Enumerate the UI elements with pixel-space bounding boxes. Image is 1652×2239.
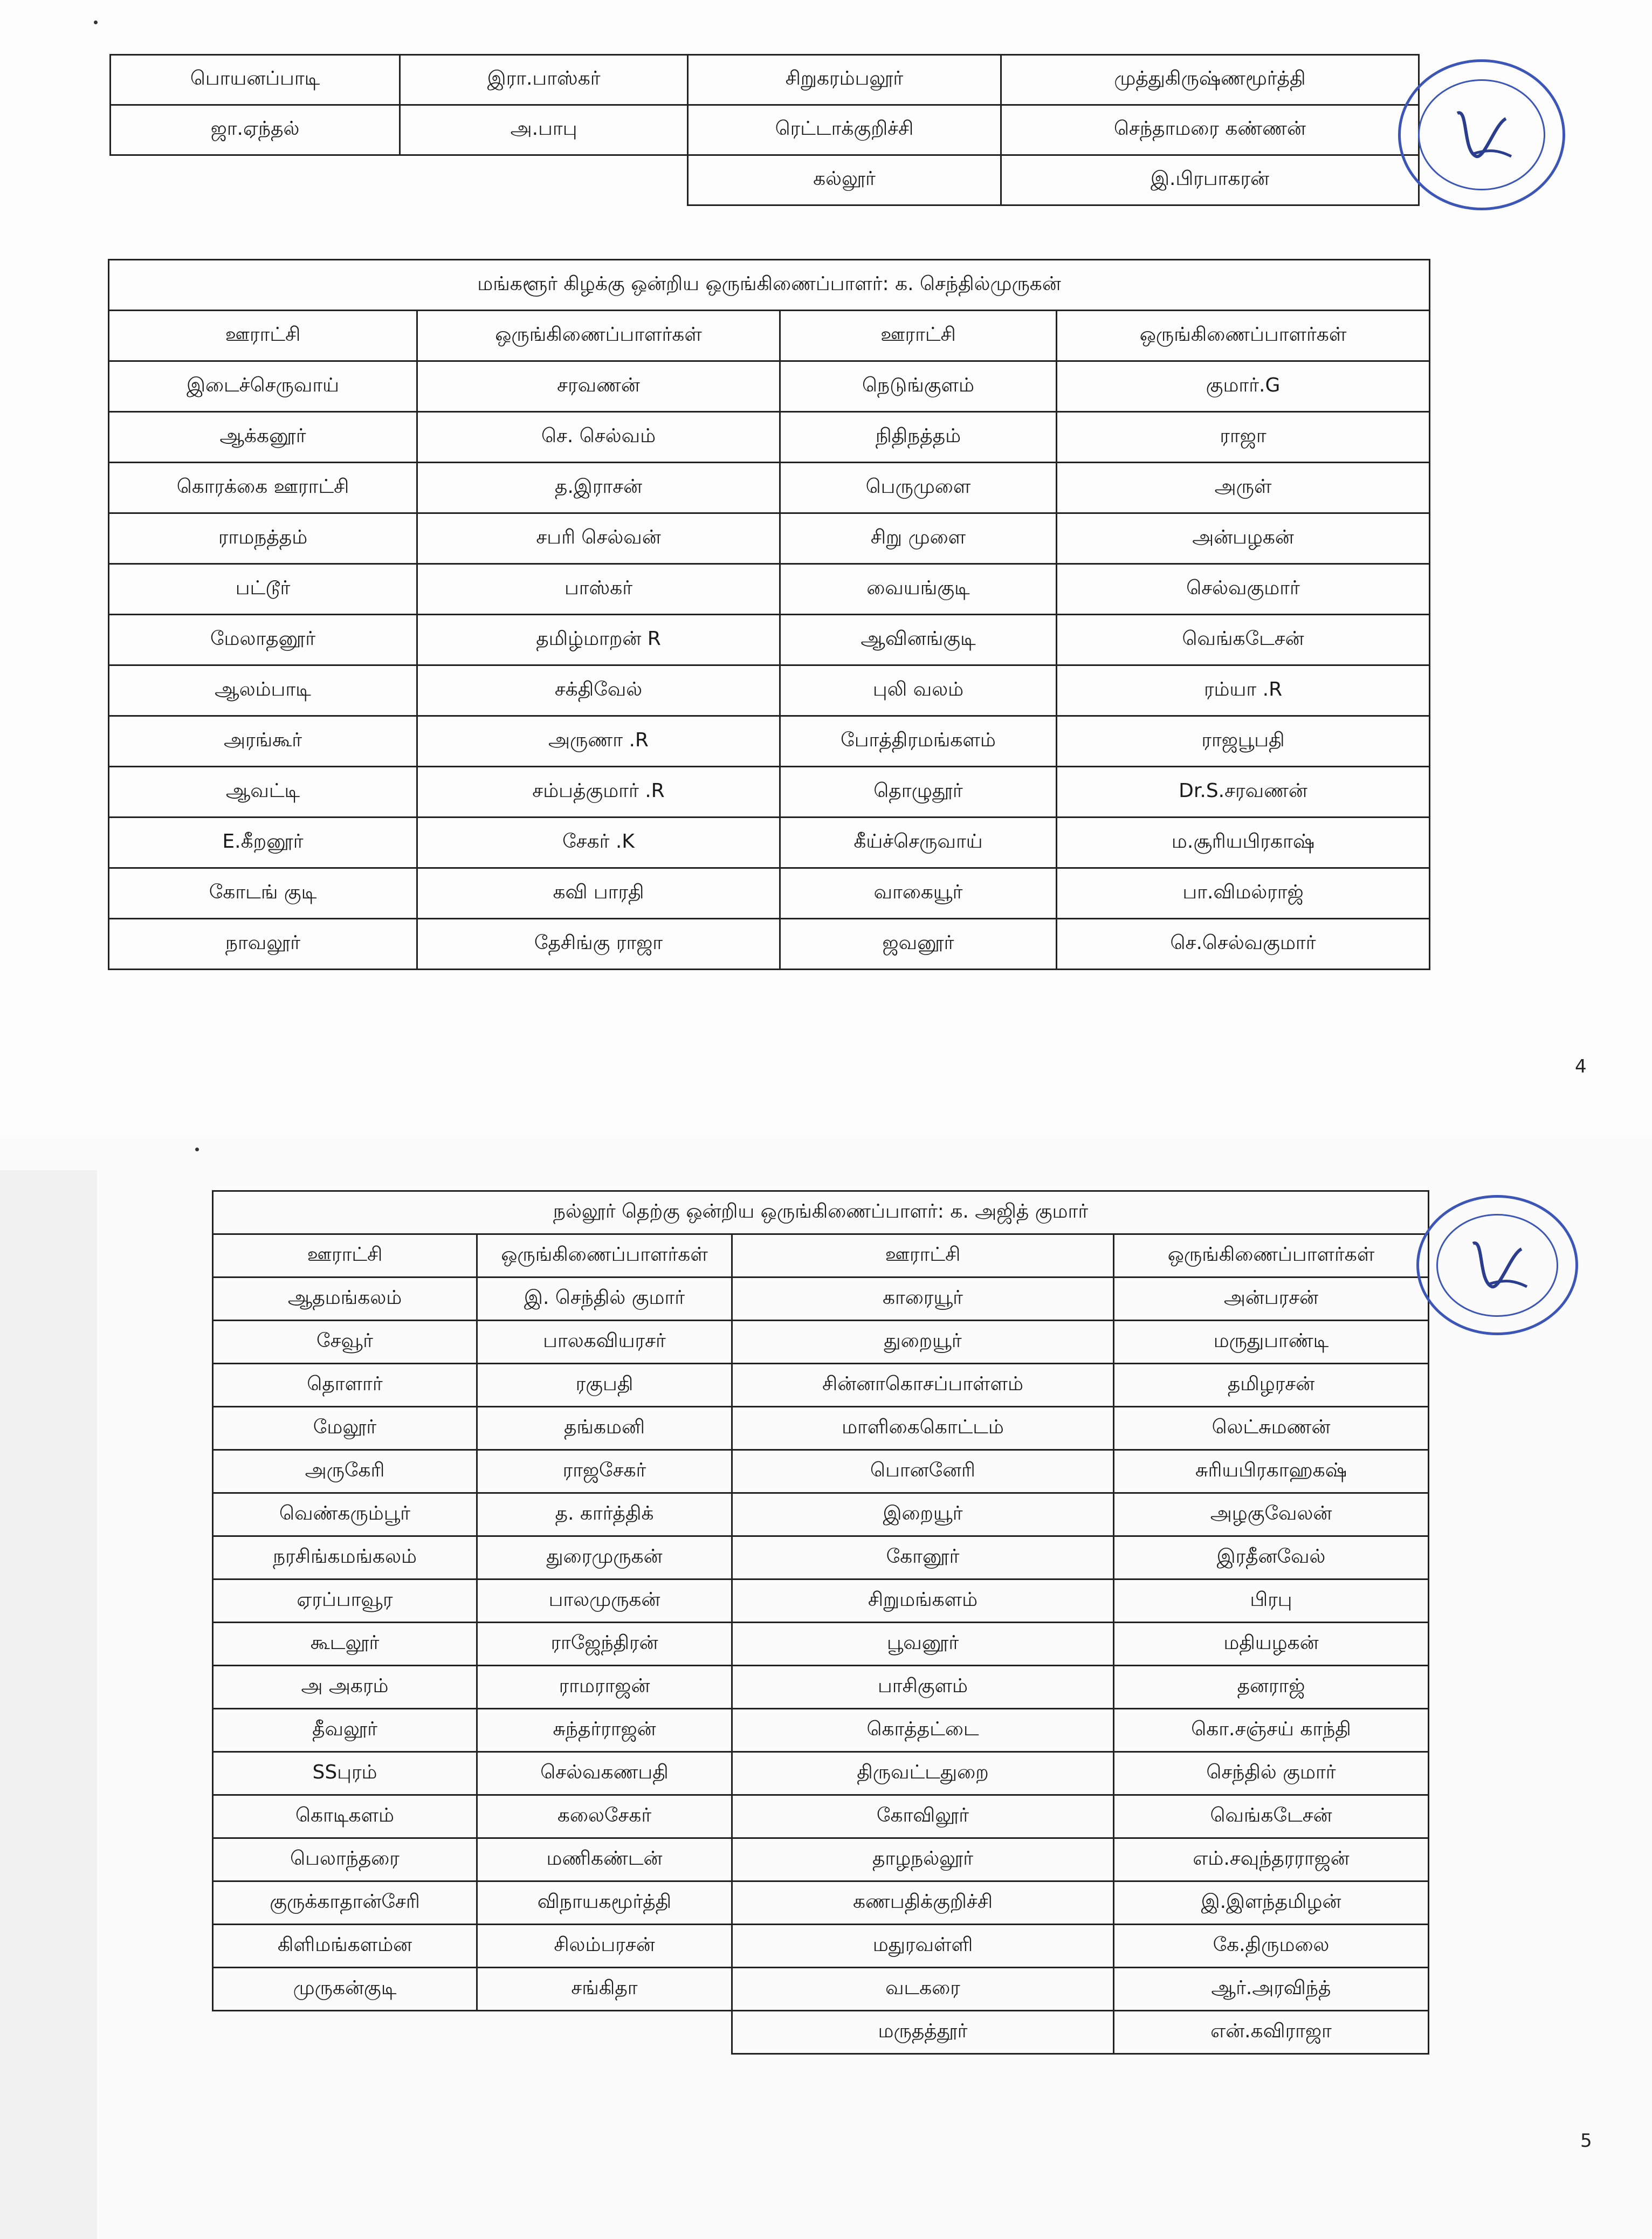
table-row bbox=[109, 463, 1430, 513]
coordinator-cell: ராஜசேகர் bbox=[477, 1450, 732, 1493]
village-cell: சிறுகரம்பலூர் bbox=[687, 55, 1001, 105]
coordinator-cell: Dr.S.சரவணன் bbox=[1057, 767, 1430, 818]
village-cell: வாகையூர் bbox=[780, 868, 1057, 919]
village-cell: ஏரப்பாவூர bbox=[213, 1579, 477, 1623]
coordinator-cell: எம்.சவுந்தரராஜன் bbox=[1114, 1838, 1429, 1881]
coordinator-cell: இ.இளந்தமிழன் bbox=[1114, 1881, 1429, 1925]
table-title: மங்களூர் கிழக்கு ஒன்றிய ஒருங்கிணைப்பாளர்: க. செந்தில்முருகன் bbox=[109, 260, 1430, 311]
village-cell: ஜவனூர் bbox=[780, 919, 1057, 970]
table-row bbox=[213, 1666, 1429, 1709]
coordinator-cell: அழகுவேலன் bbox=[1114, 1493, 1429, 1536]
coordinator-cell: இ.பிரபாகரன் bbox=[1001, 155, 1419, 205]
table-row bbox=[109, 665, 1430, 716]
table-title-row bbox=[213, 1191, 1429, 1234]
village-cell: கிளிமங்களம்ன bbox=[213, 1925, 477, 1968]
coordinator-cell: தமிழ்மாறன் R bbox=[417, 615, 780, 665]
table-row bbox=[109, 513, 1430, 564]
mangalur-east-table bbox=[108, 259, 1430, 970]
coordinator-cell: ராமராஜன் bbox=[477, 1666, 732, 1709]
table-row bbox=[213, 1450, 1429, 1493]
village-cell: பட்டூர் bbox=[109, 564, 417, 615]
coordinator-cell: வெங்கடேசன் bbox=[1057, 615, 1430, 665]
coordinator-cell: பா.விமல்ராஜ் bbox=[1057, 868, 1430, 919]
village-cell: மாளிகைகொட்டம் bbox=[732, 1407, 1114, 1450]
column-header: ஒருங்கிணைப்பாளர்கள் bbox=[417, 311, 780, 361]
coordinator-cell: கலைசேகர் bbox=[477, 1795, 732, 1838]
village-cell: கொரக்கை ஊராட்சி bbox=[109, 463, 417, 513]
village-cell: கணபதிக்குறிச்சி bbox=[732, 1881, 1114, 1925]
scan-shadow bbox=[0, 1170, 97, 2239]
column-header: ஒருங்கிணைப்பாளர்கள் bbox=[1057, 311, 1430, 361]
coordinator-cell: இரா.பாஸ்கர் bbox=[400, 55, 688, 105]
village-cell: இடைச்செருவாய் bbox=[109, 361, 417, 412]
village-cell: கோவிலூர் bbox=[732, 1795, 1114, 1838]
coordinator-cell: தேசிங்கு ராஜா bbox=[417, 919, 780, 970]
coordinator-cell: விநாயகமூர்த்தி bbox=[477, 1881, 732, 1925]
coordinator-cell: ரகுபதி bbox=[477, 1364, 732, 1407]
table-row bbox=[213, 1968, 1429, 2011]
village-cell: திருவட்டதுறை bbox=[732, 1752, 1114, 1795]
village-cell: போத்திரமங்களம் bbox=[780, 716, 1057, 767]
coordinator-cell: ம.சூரியபிரகாஷ் bbox=[1057, 818, 1430, 868]
table-row bbox=[109, 361, 1430, 412]
column-header: ஊராட்சி bbox=[780, 311, 1057, 361]
village-cell: ராமநத்தம் bbox=[109, 513, 417, 564]
coordinator-cell: அருள் bbox=[1057, 463, 1430, 513]
village-cell: அருகேரி bbox=[213, 1450, 477, 1493]
coordinator-cell: அன்பரசன் bbox=[1114, 1278, 1429, 1321]
village-cell: இறையூர் bbox=[732, 1493, 1114, 1536]
village-cell: பூவனூர் bbox=[732, 1623, 1114, 1666]
table-row bbox=[213, 1364, 1429, 1407]
village-cell: தொளார் bbox=[213, 1364, 477, 1407]
village-cell: நிதிநத்தம் bbox=[780, 412, 1057, 463]
village-cell: பொனனேரி bbox=[732, 1450, 1114, 1493]
table-row bbox=[109, 767, 1430, 818]
coordinator-cell: சங்கிதா bbox=[477, 1968, 732, 2011]
coordinator-cell: கவி பாரதி bbox=[417, 868, 780, 919]
village-cell: கோனூர் bbox=[732, 1536, 1114, 1579]
coordinator-cell: சபரி செல்வன் bbox=[417, 513, 780, 564]
table-row bbox=[109, 818, 1430, 868]
column-header: ஒருங்கிணைப்பாளர்கள் bbox=[1114, 1234, 1429, 1278]
coordinator-cell: துரைமுருகன் bbox=[477, 1536, 732, 1579]
table-row bbox=[213, 1321, 1429, 1364]
table-row bbox=[213, 1278, 1429, 1321]
village-cell: கொத்தட்டை bbox=[732, 1709, 1114, 1752]
village-cell: நரசிங்கமங்கலம் bbox=[213, 1536, 477, 1579]
signature-icon bbox=[1462, 1233, 1532, 1297]
coordinator-cell: இரதீனவேல் bbox=[1114, 1536, 1429, 1579]
coordinator-cell: தமிழரசன் bbox=[1114, 1364, 1429, 1407]
table-row bbox=[213, 2011, 1429, 2054]
village-cell: ஆக்கனூர் bbox=[109, 412, 417, 463]
coordinator-cell: தங்கமனி bbox=[477, 1407, 732, 1450]
coordinator-cell: மணிகண்டன் bbox=[477, 1838, 732, 1881]
village-cell: சேவூர் bbox=[213, 1321, 477, 1364]
coordinator-cell: சுரியபிரகாஹகஷ் bbox=[1114, 1450, 1429, 1493]
table-row bbox=[109, 919, 1430, 970]
coordinator-cell: சிலம்பரசன் bbox=[477, 1925, 732, 1968]
village-cell: ஆவினங்குடி bbox=[780, 615, 1057, 665]
village-cell: பொயனப்பாடி bbox=[111, 55, 400, 105]
village-cell: கூடலூர் bbox=[213, 1623, 477, 1666]
village-cell: ஆதமங்கலம் bbox=[213, 1278, 477, 1321]
table-row bbox=[213, 1407, 1429, 1450]
table-row bbox=[213, 1536, 1429, 1579]
signature-icon bbox=[1447, 102, 1517, 167]
village-cell: சிறுமங்களம் bbox=[732, 1579, 1114, 1623]
table-row bbox=[111, 55, 1419, 105]
village-cell: வையங்குடி bbox=[780, 564, 1057, 615]
official-seal-stamp-page5 bbox=[1416, 1195, 1578, 1335]
column-header: ஊராட்சி bbox=[213, 1234, 477, 1278]
table-header-row bbox=[213, 1234, 1429, 1278]
village-cell: கீய்ச்செருவாய் bbox=[780, 818, 1057, 868]
coordinator-cell: ரம்யா .R bbox=[1057, 665, 1430, 716]
village-cell: காரையூர் bbox=[732, 1278, 1114, 1321]
village-cell: ஜா.ஏந்தல் bbox=[111, 105, 400, 155]
coordinator-cell: சம்பத்குமார் .R bbox=[417, 767, 780, 818]
coordinator-cell: சக்திவேல் bbox=[417, 665, 780, 716]
scan-speck bbox=[195, 1148, 199, 1151]
table-header-row bbox=[109, 311, 1430, 361]
village-cell: E.கீறனூர் bbox=[109, 818, 417, 868]
village-cell: அ அகரம் bbox=[213, 1666, 477, 1709]
coordinator-cell: என்.கவிராஜா bbox=[1114, 2011, 1429, 2054]
coordinator-cell: செ.செல்வகுமார் bbox=[1057, 919, 1430, 970]
table-row bbox=[213, 1579, 1429, 1623]
village-cell: பாசிகுளம் bbox=[732, 1666, 1114, 1709]
coordinator-cell: பிரபு bbox=[1114, 1579, 1429, 1623]
coordinator-cell: ஆர்.அரவிந்த் bbox=[1114, 1968, 1429, 2011]
village-cell: ரெட்டாக்குறிச்சி bbox=[687, 105, 1001, 155]
coordinator-cell: செல்வகணபதி bbox=[477, 1752, 732, 1795]
coordinator-cell: ராஜா bbox=[1057, 412, 1430, 463]
table-row bbox=[109, 868, 1430, 919]
village-cell: நாவலூர் bbox=[109, 919, 417, 970]
coordinator-cell: தனராஜ் bbox=[1114, 1666, 1429, 1709]
table-row bbox=[213, 1709, 1429, 1752]
table-row bbox=[213, 1752, 1429, 1795]
village-cell: மதுரவள்ளி bbox=[732, 1925, 1114, 1968]
village-cell: மருதத்தூர் bbox=[732, 2011, 1114, 2054]
village-cell: வெண்கரும்பூர் bbox=[213, 1493, 477, 1536]
coordinator-cell: பாலகவியரசர் bbox=[477, 1321, 732, 1364]
coordinator-cell: இ. செந்தில் குமார் bbox=[477, 1278, 732, 1321]
village-cell: முருகன்குடி bbox=[213, 1968, 477, 2011]
coordinator-cell: செ. செல்வம் bbox=[417, 412, 780, 463]
village-cell bbox=[111, 155, 400, 205]
coordinator-cell bbox=[477, 2011, 732, 2054]
nallur-south-table bbox=[212, 1190, 1429, 2055]
coordinator-cell: கொ.சஞ்சய் காந்தி bbox=[1114, 1709, 1429, 1752]
table-row bbox=[111, 105, 1419, 155]
coordinator-cell: ராஜேந்திரன் bbox=[477, 1623, 732, 1666]
table-title: நல்லூர் தெற்கு ஒன்றிய ஒருங்கிணைப்பாளர்: க. அஜித் குமார் bbox=[213, 1191, 1429, 1234]
coordinator-cell: மதியழகன் bbox=[1114, 1623, 1429, 1666]
coordinator-cell: பாஸ்கர் bbox=[417, 564, 780, 615]
page-number-4: 4 bbox=[1575, 1056, 1587, 1077]
village-cell: தாழநல்லூர் bbox=[732, 1838, 1114, 1881]
village-cell: பெருமுளை bbox=[780, 463, 1057, 513]
coordinator-cell: ராஜபூபதி bbox=[1057, 716, 1430, 767]
coordinator-cell: சரவணன் bbox=[417, 361, 780, 412]
coordinator-cell: கே.திருமலை bbox=[1114, 1925, 1429, 1968]
coordinator-cell: த.இராசன் bbox=[417, 463, 780, 513]
table-row bbox=[213, 1881, 1429, 1925]
village-cell: மேலூர் bbox=[213, 1407, 477, 1450]
coordinator-cell: குமார்.G bbox=[1057, 361, 1430, 412]
column-header: ஒருங்கிணைப்பாளர்கள் bbox=[477, 1234, 732, 1278]
table-row bbox=[213, 1838, 1429, 1881]
coordinator-cell: முத்துகிருஷ்ணமூர்த்தி bbox=[1001, 55, 1419, 105]
village-cell: SSபுரம் bbox=[213, 1752, 477, 1795]
coordinator-cell: சுந்தர்ராஜன் bbox=[477, 1709, 732, 1752]
village-cell: பெலாந்தரை bbox=[213, 1838, 477, 1881]
table-row bbox=[109, 615, 1430, 665]
column-header: ஊராட்சி bbox=[109, 311, 417, 361]
village-cell: தொழுதூர் bbox=[780, 767, 1057, 818]
village-cell: புலி வலம் bbox=[780, 665, 1057, 716]
coordinator-cell bbox=[400, 155, 688, 205]
village-cell: துறையூர் bbox=[732, 1321, 1114, 1364]
village-cell: தீவலூர் bbox=[213, 1709, 477, 1752]
coordinator-cell: அ.பாபு bbox=[400, 105, 688, 155]
table-row bbox=[213, 1925, 1429, 1968]
coordinator-cell: வெங்கடேசன் bbox=[1114, 1795, 1429, 1838]
village-cell: மேலாதனூர் bbox=[109, 615, 417, 665]
village-cell: கோடங் குடி bbox=[109, 868, 417, 919]
coordinator-cell: அன்பழகன் bbox=[1057, 513, 1430, 564]
coordinator-cell: செந்தில் குமார் bbox=[1114, 1752, 1429, 1795]
village-cell bbox=[213, 2011, 477, 2054]
table-row bbox=[109, 564, 1430, 615]
page-number-5: 5 bbox=[1580, 2130, 1592, 2152]
scan-speck bbox=[94, 20, 98, 24]
table-title-row bbox=[109, 260, 1430, 311]
column-header: ஊராட்சி bbox=[732, 1234, 1114, 1278]
village-cell: வடகரை bbox=[732, 1968, 1114, 2011]
village-cell: சின்னாகொசப்பாள்ளம் bbox=[732, 1364, 1114, 1407]
coordinator-cell: லெட்சுமணன் bbox=[1114, 1407, 1429, 1450]
village-cell: கொடிகளம் bbox=[213, 1795, 477, 1838]
coordinator-cell: அருணா .R bbox=[417, 716, 780, 767]
coordinator-cell: செல்வகுமார் bbox=[1057, 564, 1430, 615]
village-cell: கல்லூர் bbox=[687, 155, 1001, 205]
coordinator-cell: த. கார்த்திக் bbox=[477, 1493, 732, 1536]
village-cell: குருக்காதான்சேரி bbox=[213, 1881, 477, 1925]
table-row bbox=[213, 1623, 1429, 1666]
coordinator-cell: பாலமுருகன் bbox=[477, 1579, 732, 1623]
table-row bbox=[213, 1795, 1429, 1838]
table-row bbox=[109, 412, 1430, 463]
official-seal-stamp bbox=[1398, 59, 1565, 210]
table-row bbox=[111, 155, 1419, 205]
village-cell: சிறு முளை bbox=[780, 513, 1057, 564]
top-continuation-table bbox=[109, 54, 1420, 206]
coordinator-cell: சேகர் .K bbox=[417, 818, 780, 868]
coordinator-cell: செந்தாமரை கண்ணன் bbox=[1001, 105, 1419, 155]
table-row bbox=[213, 1493, 1429, 1536]
village-cell: அரங்கூர் bbox=[109, 716, 417, 767]
coordinator-cell: மருதுபாண்டி bbox=[1114, 1321, 1429, 1364]
village-cell: ஆவட்டி bbox=[109, 767, 417, 818]
village-cell: நெடுங்குளம் bbox=[780, 361, 1057, 412]
table-row bbox=[109, 716, 1430, 767]
village-cell: ஆலம்பாடி bbox=[109, 665, 417, 716]
